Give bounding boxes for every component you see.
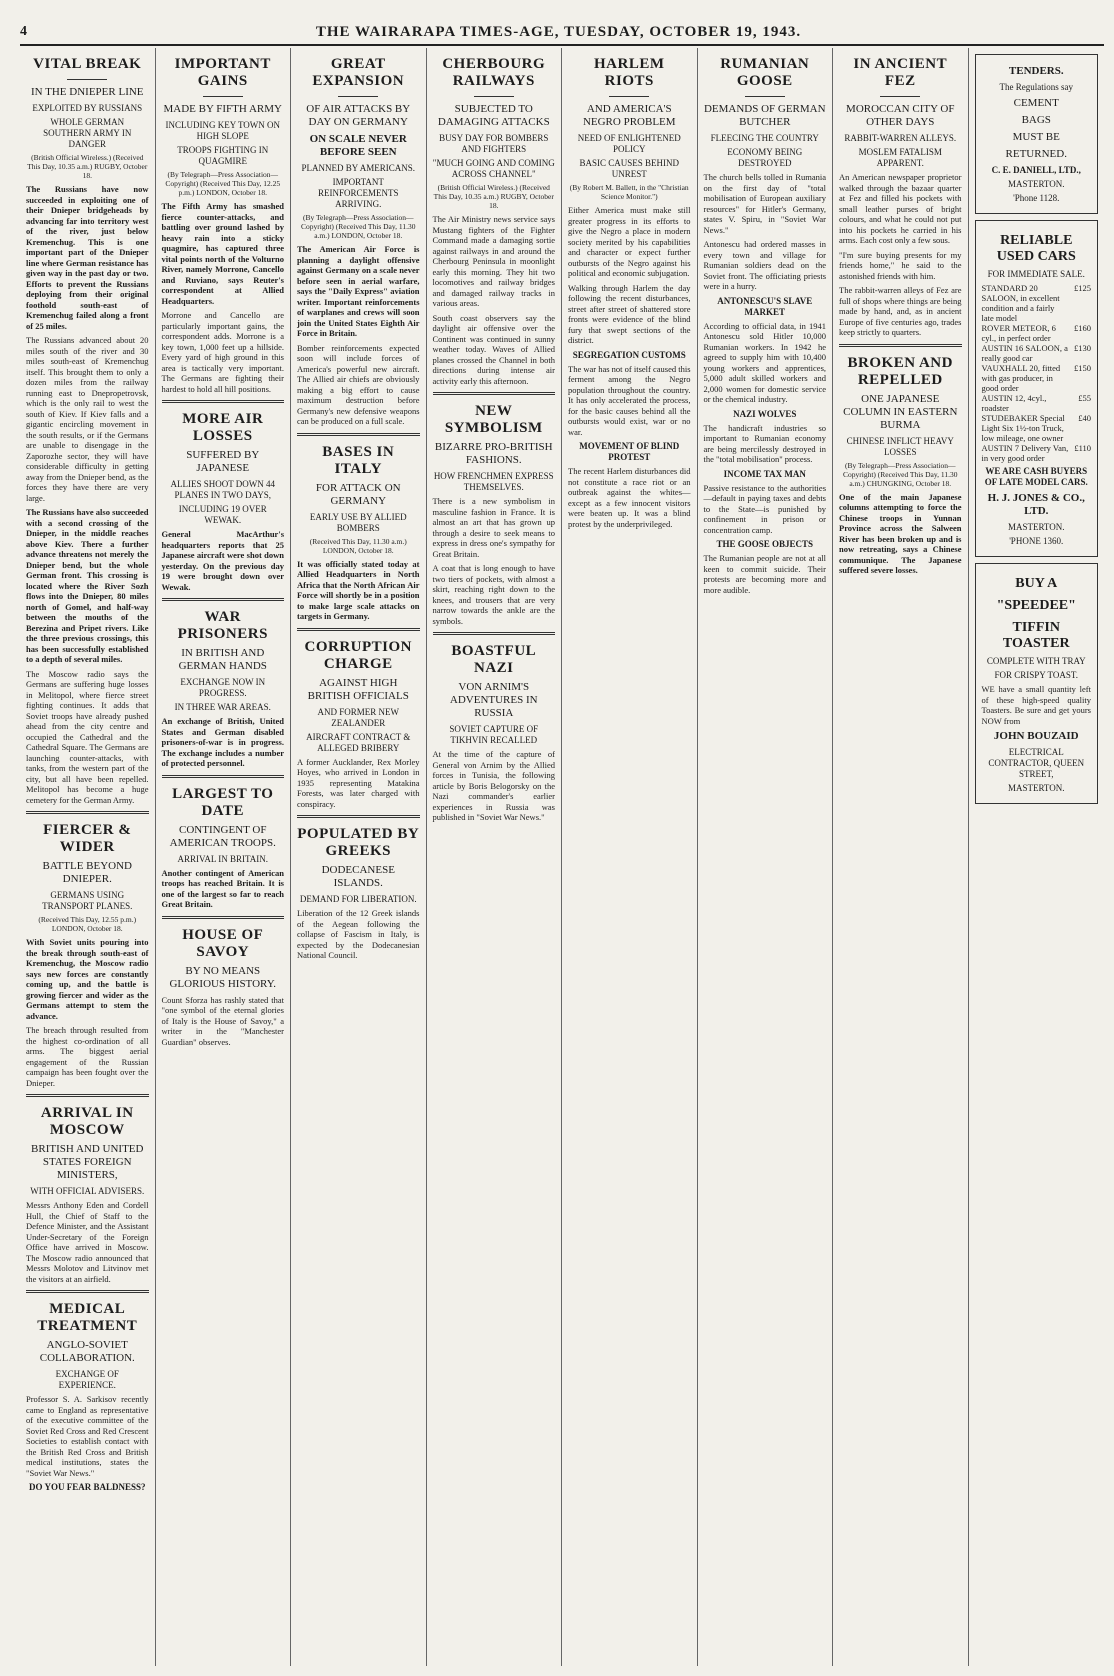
columns <box>20 48 1104 1666</box>
kicker: ECONOMY BEING DESTROYED <box>727 147 803 168</box>
paragraph: There is a new symbolism in masculine fashion in France. It is almost an art that has grown up through a desire to seek means to express in dress one's sympathy for Great Britain. <box>432 496 555 559</box>
ad-subtitle: FOR IMMEDIATE SALE. <box>987 269 1085 279</box>
kicker: WITH OFFICIAL ADVISERS. <box>30 1186 145 1196</box>
ad-title: TIFFIN TOASTER <box>1002 620 1070 651</box>
credit-line: (British Official Wireless.) (Received This Day, 10.35 a.m.) RUGBY, October 18. <box>27 153 148 180</box>
ad-title: RELIABLE USED CARS <box>996 233 1076 264</box>
paragraph: The Moscow radio says the Germans are suffering huge losses in Melitopol, where fierce street fighting continues. It adds that Soviet troops have already pushed ahead from the city centre and occupied the Cathedral and the Cathedral Square. The Germans are launching counter-attacks, with tanks, from the western part of the city, but all have been repelled. Melitopol has become a huge cemetery for the German Army. <box>26 668 149 805</box>
rule <box>338 96 378 97</box>
headline: MEDICAL TREATMENT <box>37 1301 138 1334</box>
ad-text: RETURNED. <box>1005 148 1067 160</box>
kicker: INCLUDING 19 OVER WEWAK. <box>178 504 267 525</box>
subhead: VON ARNIM'S ADVENTURES IN RUSSIA <box>449 681 538 719</box>
ad-title: "SPEEDEE" <box>996 598 1076 613</box>
kicker: AND FORMER NEW ZEALANDER <box>317 706 399 728</box>
paragraph: The Fifth Army has smashed fierce counter-attacks, and battling over ground lashed by heavy rain into a sticky quagmire, has captured three vital points north of the Volturno River, namely Morrone, Cancello and Ruviano, says Reuter's correspondent at Allied Headquarters. <box>161 201 284 306</box>
paragraph: The Russians have also succeeded with a second crossing of the Dnieper, in the middle reaches above Kiev. There a further advance threatens not merely the Dnieper bend, but the whole German front. This crossing is located where the River Sozh flows into the Dnieper, 80 miles north of Gomel, and half-way between the mouths of the Berezina and Pripet rivers. Like the three previous crossings, this has been successfully established to a depth of several miles. <box>26 507 149 664</box>
headline: HARLEM RIOTS <box>594 56 665 89</box>
toaster-ad <box>975 563 1099 804</box>
paragraph: Walking through Harlem the day following the recent disturbances, street after street of shattered store fronts were evidence of the blind fury that swept sections of the district. <box>568 282 691 345</box>
headline: LARGEST TO DATE <box>172 785 274 819</box>
paragraph: The church bells tolled in Rumania on the first day of "total mobilisation of European auxiliary resources" for Hitler's Germany, states V. Spiru, in "Soviet War News." <box>703 172 826 235</box>
car-list <box>982 283 1092 463</box>
kicker: CHINESE INFLICT HEAVY LOSSES <box>846 435 954 457</box>
subhead: ANGLO-SOVIET COLLABORATION. <box>39 1339 135 1364</box>
subhead: CONTINGENT OF AMERICAN TROOPS. <box>169 823 276 849</box>
kicker: GERMANS USING TRANSPORT PLANES. <box>42 890 133 911</box>
paragraph: With Soviet units pouring into the break through south-east of Kremenchug, the Moscow radio says new forces are constantly coming up, and the battle is growing fiercer and wider as the Germans attempt to stem the advance. <box>26 937 149 1021</box>
headline: ARRIVAL IN MOSCOW <box>40 1105 134 1138</box>
kicker: EXCHANGE OF EXPERIENCE. <box>55 1369 119 1390</box>
subhead: FOR ATTACK ON GERMANY <box>315 481 401 507</box>
credit-line: (By Telegraph—Press Association—Copyright) (Received This Day, 11.30 a.m.) CHUNGKING, October 18. <box>843 460 958 488</box>
credit-line: (British Official Wireless.) (Received This Day, 10.35 a.m.) RUGBY, October 18. <box>433 183 554 210</box>
car-item: VAUXHALL 20, fitted with gas producer, in good order £150 <box>981 363 1091 393</box>
paragraph: The Rumanian people are not at all keen to commit suicide. Their protests are becoming more and more audible. <box>703 553 826 595</box>
car-item: STUDEBAKER Special Light Six 1½-ton Truck, low mileage, one owner £40 <box>981 413 1091 443</box>
kicker: IMPORTANT REINFORCEMENTS ARRIVING. <box>317 177 399 209</box>
column-4 <box>427 48 563 1666</box>
paragraph: Either America must make still greater progress in its efforts to give the Negro a place in modern society merited by his capabilities and character or expect further outbursts of the Negro against his political and economic subjugation. <box>568 205 691 278</box>
headline: CORRUPTION CHARGE <box>304 638 412 672</box>
credit-line: (By Robert M. Ballett, in the "Christian Science Monitor.") <box>569 183 689 201</box>
ad-text: ELECTRICAL CONTRACTOR, QUEEN STREET, <box>988 747 1085 779</box>
section-heading: SEGREGATION CUSTOMS <box>572 349 686 360</box>
ad-title: BUY A <box>1015 576 1058 591</box>
kicker: "MUCH GOING AND COMING ACROSS CHANNEL" <box>432 158 555 179</box>
subhead: OF AIR ATTACKS BY DAY ON GERMANY <box>306 103 411 128</box>
paragraph: A coat that is long enough to have two tiers of pockets, with almost a skirt, reaching right down to the knees, and trousers that are very narrow towards the ankle are the symbols. <box>432 563 555 626</box>
rule <box>880 96 920 97</box>
paragraph: South coast observers say the daylight air offensive over the Continent was continued in sunny weather today. Waves of Allied planes crossed the Channel in both directions during intense air activity early this afternoon. <box>432 312 555 386</box>
ad-firm: H. J. JONES & CO., LTD. <box>987 492 1085 517</box>
paragraph: Bomber reinforcements expected soon will include forces of America's powerful new aircraft. The Allied air chiefs are obviously making a big effort to cause maximum destruction before Germany's new defensive weapons can be produced on a full scale. <box>297 342 420 426</box>
car-item: AUSTIN 7 Delivery Van, in very good order £110 <box>981 443 1091 463</box>
ad-text: BAGS <box>1021 114 1051 126</box>
kicker: DEMAND FOR LIBERATION. <box>299 894 417 904</box>
subhead: SUBJECTED TO DAMAGING ATTACKS <box>437 103 550 128</box>
paragraph: An exchange of British, United States and German disabled prisoners-of-war is in progress. The exchange includes a number of protected personnel. <box>161 716 284 768</box>
headline: POPULATED BY GREEKS <box>297 826 420 859</box>
subhead: MADE BY FIFTH ARMY <box>163 103 282 115</box>
headline: FIERCER & WIDER <box>43 822 132 855</box>
ad-title: TENDERS. <box>1008 65 1064 77</box>
paragraph: According to official data, in 1941 Antonescu sold Hitler 10,000 Rumanian workers. In 1942 he agreed to supply him with 10,400 young workers and apprentices, 5,000 adult skilled workers and 2,000 women for domestic service or the chemical industry. <box>703 320 826 404</box>
section-heading: NAZI WOLVES <box>733 408 797 419</box>
kicker: EXPLOITED BY RUSSIANS <box>32 103 143 113</box>
subhead: AGAINST HIGH BRITISH OFFICIALS <box>307 676 409 702</box>
masthead <box>20 20 1104 46</box>
section-heading: INCOME TAX MAN <box>723 468 806 479</box>
kicker: IN THREE WAR AREAS. <box>174 702 271 712</box>
paragraph: Professor S. A. Sarkisov recently came to England as representative of the executive committee of the Soviet Red Cross and Red Crescent Societies to establish contact with the British Red Cross and British medical institutions, states the "Soviet War News." <box>26 1394 149 1478</box>
subhead: DEMANDS OF GERMAN BUTCHER <box>703 103 826 128</box>
divider <box>162 916 285 919</box>
kicker: ARRIVAL IN BRITAIN. <box>177 853 269 864</box>
ad-town: MASTERTON. <box>1007 179 1065 189</box>
ad-firm: JOHN BOUZAID <box>993 730 1079 742</box>
tenders-ad <box>975 54 1099 214</box>
paragraph: The war has not of itself caused this ferment among the Negro population throughout the country. It has only accelerated the process, for the basic causes behind all the outbursts would exist, war or no war. <box>568 363 691 437</box>
kicker: BUSY DAY FOR BOMBERS AND FIGHTERS <box>439 133 549 154</box>
paragraph: Messrs Anthony Eden and Cordell Hull, the Chief of Staff to the Defence Minister, and the Assistant Under-Secretary of the Foreign Office have arrived in Moscow. The Moscow radio announced that Messrs Molotov and Litvinov met the visitors at an airfield. <box>26 1200 149 1284</box>
column-1 <box>20 48 156 1666</box>
column-7 <box>833 48 969 1666</box>
subhead: BATTLE BEYOND DNIEPER. <box>42 860 133 885</box>
divider <box>839 344 962 347</box>
headline: VITAL BREAK <box>33 56 142 72</box>
car-item: STANDARD 20 SALOON, in excellent condition and a fairly late model £125 <box>981 283 1091 323</box>
paragraph: Liberation of the 12 Greek islands of the Aegean following the collapse of Fascism in Italy, is expected by the Dodecanesian National Council. <box>297 908 420 960</box>
paragraph: A former Aucklander, Rex Morley Hoyes, who arrived in London in 1935 representing Matakina Forests, was later charged with conspiracy. <box>297 756 420 809</box>
subhead: AND AMERICA'S NEGRO PROBLEM <box>582 103 676 128</box>
subhead: BIZARRE PRO-BRITISH FASHIONS. <box>434 441 553 466</box>
rule <box>67 79 107 80</box>
kicker: WHOLE GERMAN SOUTHERN ARMY IN DANGER <box>43 117 132 149</box>
subhead: ON SCALE NEVER BEFORE SEEN <box>309 133 407 158</box>
subhead: MOROCCAN CITY OF OTHER DAYS <box>846 103 955 128</box>
ad-text: CEMENT <box>1013 97 1059 109</box>
column-8-ads <box>969 48 1105 1666</box>
ad-text: FOR CRISPY TOAST. <box>994 670 1078 680</box>
headline: HOUSE OF SAVOY <box>182 926 264 960</box>
column-5 <box>562 48 698 1666</box>
used-cars-ad <box>975 220 1099 557</box>
page-number: 4 <box>20 24 27 39</box>
paragraph: The Air Ministry news service says Mustang fighters of the Fighter Command made a damaging sortie against railways in and around the Cherbourg Peninsula in moonlight early this morning. They hit two locomotives and railway bridges and damaged railway tracks in various areas. <box>432 214 555 308</box>
section-heading: ANTONESCU'S SLAVE MARKET <box>717 295 813 317</box>
masthead-title: THE WAIRARAPA TIMES-AGE, TUESDAY, OCTOBER 19, 1943. <box>315 23 802 40</box>
paragraph: "I'm sure buying presents for my friends home," he said to the astonished friends with him. <box>839 249 962 281</box>
divider <box>162 400 285 403</box>
credit-line: (Received This Day, 12.55 p.m.) LONDON, October 18. <box>38 915 137 933</box>
column-2 <box>156 48 292 1666</box>
section-heading: MOVEMENT OF BLIND PROTEST <box>579 441 680 462</box>
ad-phone: 'PHONE 1360. <box>1009 536 1064 546</box>
paragraph: The Russians have now succeeded in exploiting one of their Dnieper bridgeheads by advancing far into territory west of the river, just below Kremenchug. This is one important part of the Dnieper line where German resistance has given way in the past day or two. Efforts to prevent the Russians deploying from their original foothold south-east of Kremenchug failed along a front of 25 miles. <box>26 184 149 331</box>
paragraph: The rabbit-warren alleys of Fez are full of shops where things are being made by hand, and, as in ancient Europe of five centuries ago, trades keep strictly to quarters. <box>839 285 962 337</box>
column-3 <box>291 48 427 1666</box>
paragraph: The breach through resulted from the highest co-ordination of all arms. The biggest aerial engagement of the Russian campaign has been fought over the Dnieper. <box>26 1025 149 1088</box>
headline: RUMANIAN GOOSE <box>720 56 810 89</box>
subhead: SUFFERED BY JAPANESE <box>186 449 260 474</box>
ad-heading: DO YOU FEAR BALDNESS? <box>29 1482 146 1492</box>
paragraph: Passive resistance to the authorities—default in paying taxes and debts to the State—is punished by confinement in prison or concentration camp. <box>703 482 826 535</box>
divider <box>297 628 420 631</box>
headline: BROKEN AND REPELLED <box>847 354 953 388</box>
ad-text: WE have a small quantity left of these high-speed quality Toasters. Be sure and get yours NOW from <box>981 684 1091 726</box>
headline: MORE AIR LOSSES <box>182 411 264 444</box>
kicker: EXCHANGE NOW IN PROGRESS. <box>180 677 266 698</box>
ad-phone: 'Phone 1128. <box>1013 193 1060 203</box>
kicker: ALLIES SHOOT DOWN 44 PLANES IN TWO DAYS, <box>170 479 276 500</box>
ad-town: MASTERTON. <box>1007 783 1065 793</box>
rule <box>474 96 514 97</box>
ad-text: The Regulations say <box>999 82 1073 92</box>
kicker: HOW FRENCHMEN EXPRESS THEMSELVES. <box>433 471 554 492</box>
ad-text: COMPLETE WITH TRAY <box>986 656 1086 666</box>
divider <box>433 632 556 635</box>
paragraph: Count Sforza has rashly stated that "one symbol of the eternal glories of Italy is the House of Savoy," a writer in the "Manchester Guardian" observes. <box>161 994 284 1047</box>
headline: NEW SYMBOLISM <box>444 403 543 436</box>
credit-line: (Received This Day, 11.30 a.m.) LONDON, October 18. <box>309 536 407 555</box>
subhead: BY NO MEANS GLORIOUS HISTORY. <box>169 964 277 990</box>
divider <box>297 815 420 818</box>
kicker: NEED OF ENLIGHTENED POLICY <box>577 133 681 154</box>
ad-town: MASTERTON. <box>1007 522 1065 532</box>
car-item: AUSTIN 12, 4cyl., roadster £55 <box>981 393 1091 413</box>
kicker: FLEECING THE COUNTRY <box>710 133 819 143</box>
kicker: EARLY USE BY ALLIED BOMBERS <box>309 511 407 533</box>
ad-text: WE ARE CASH BUYERS OF LATE MODEL CARS. <box>984 466 1088 487</box>
paragraph: It was officially stated today at Allied Headquarters in North Africa that the North African Air Force will shortly be in a position to make large scale attacks on targets in Germany. <box>297 558 420 621</box>
headline: BOASTFUL NAZI <box>451 643 537 676</box>
paragraph: Morrone and Cancello are particularly important gains, the correspondent adds. Morrone is a key town, 1,000 feet up a hillside. Every yard of high ground in this area is tactically very important. The Germans are fighting their hardest to hold all hill positions. <box>161 310 284 394</box>
headline: CHERBOURG RAILWAYS <box>442 56 546 89</box>
ad-text: MUST BE <box>1012 131 1060 143</box>
ad-firm: C. E. DANIELL, LTD., <box>991 165 1081 175</box>
divider <box>297 433 420 436</box>
paragraph: The Russians advanced about 20 miles south of the river and 30 miles south-east of Kremenchug itself. This brought them to only a dozen miles from the railway running east to Dnepropetrovsk, which is the only rail to west the south of Kiev. If Kiev falls and a gigantic encircling movement in the south results, or if the Germans are unable to disengage in the Zaporozhe sector, they will have considerable difficulty in getting away from the Dnieper bend, as the forces they have there are very large. <box>26 335 149 503</box>
subhead: IN BRITISH AND GERMAN HANDS <box>178 647 267 672</box>
headline: BASES IN ITALY <box>322 443 395 477</box>
headline: WAR PRISONERS <box>177 609 268 642</box>
kicker: PLANNED BY AMERICANS. <box>301 163 415 173</box>
divider <box>162 598 285 601</box>
paragraph: At the time of the capture of General von Arnim by the Allied forces in Tunisia, the following article by Boris Belogorsky on the Nazi commander's earlier experiences in Russia was published in "Soviet War News." <box>432 749 555 822</box>
paragraph: One of the main Japanese columns attempting to force the Chinese troops in Yunnan Province across the Salween River has been broken up and is now retreating, says a Chinese communique. The Japanese suffered severe losses. <box>839 491 962 575</box>
paragraph: The recent Harlem disturbances did not constitute a race riot or an outbreak against the whites—except as a few innocent visitors were beaten up. It was a blind protest by the underprivileged. <box>568 466 691 529</box>
paragraph: Antonescu had ordered masses in every town and village for Rumanian soldiers dead on the Soviet front. The officiating priests were in a hurry. <box>703 239 826 291</box>
kicker: SOVIET CAPTURE OF TIKHVIN RECALLED <box>449 724 539 745</box>
divider <box>26 1094 149 1097</box>
section-heading: THE GOOSE OBJECTS <box>716 539 814 549</box>
paragraph: Another contingent of American troops has reached Britain. It is one of the largest so far to reach Great Britain. <box>161 867 284 909</box>
kicker: MOSLEM FATALISM APPARENT. <box>858 147 942 168</box>
rule <box>203 96 243 97</box>
car-item: AUSTIN 16 SALOON, a really good car £130 <box>981 343 1091 363</box>
divider <box>26 811 149 814</box>
headline: IMPORTANT GAINS <box>174 56 271 89</box>
headline: IN ANCIENT FEZ <box>853 56 948 89</box>
kicker: RABBIT-WARREN ALLEYS. <box>844 133 957 143</box>
subhead: BRITISH AND UNITED STATES FOREIGN MINISTERS, <box>31 1143 144 1181</box>
subhead: ONE JAPANESE COLUMN IN EASTERN BURMA <box>843 392 958 431</box>
paragraph: The American Air Force is planning a daylight offensive against Germany on a scale never before seen in aerial warfare, says the "Daily Express" aviation writer. Important reinforcements of warplanes and crews will soon join the United States Eighth Air Force in Britain. <box>297 244 420 338</box>
paragraph: An American newspaper proprietor walked through the bazaar quarter at Fez and filled his pockets with small leather purses of bright colours, and what he could not put into his pockets he carried in his arms. Each cost only a few sous. <box>839 172 962 245</box>
kicker: BASIC CAUSES BEHIND UNREST <box>579 158 679 179</box>
paragraph: The handicraft industries so important to Rumanian economy are being mercilessly destroyed in the "total mobilisation" process. <box>703 422 826 464</box>
car-item: ROVER METEOR, 6 cyl., in perfect order £160 <box>981 323 1091 343</box>
rule <box>609 96 649 97</box>
credit-line: (By Telegraph—Press Association—Copyright) (Received This Day, 12.25 p.m.) LONDON, October 18. <box>165 170 281 197</box>
headline: GREAT EXPANSION <box>312 56 405 89</box>
kicker: AIRCRAFT CONTRACT & ALLEGED BRIBERY <box>306 731 411 753</box>
kicker: TROOPS FIGHTING IN QUAGMIRE <box>177 145 269 166</box>
divider <box>433 392 556 395</box>
column-6 <box>698 48 834 1666</box>
kicker: INCLUDING KEY TOWN ON HIGH SLOPE <box>165 120 281 141</box>
credit-line: (By Telegraph—Press Association—Copyright) (Received This Day, 11.30 a.m.) LONDON, October 18. <box>301 213 416 240</box>
subhead: IN THE DNIEPER LINE <box>30 86 144 98</box>
divider <box>162 775 285 778</box>
divider <box>26 1290 149 1293</box>
subhead: DODECANESE ISLANDS. <box>321 864 395 889</box>
rule <box>745 96 785 97</box>
paragraph: General MacArthur's headquarters reports that 25 Japanese aircraft were shot down yesterday. On the previous day 19 were brought down over Wewak. <box>161 529 284 592</box>
